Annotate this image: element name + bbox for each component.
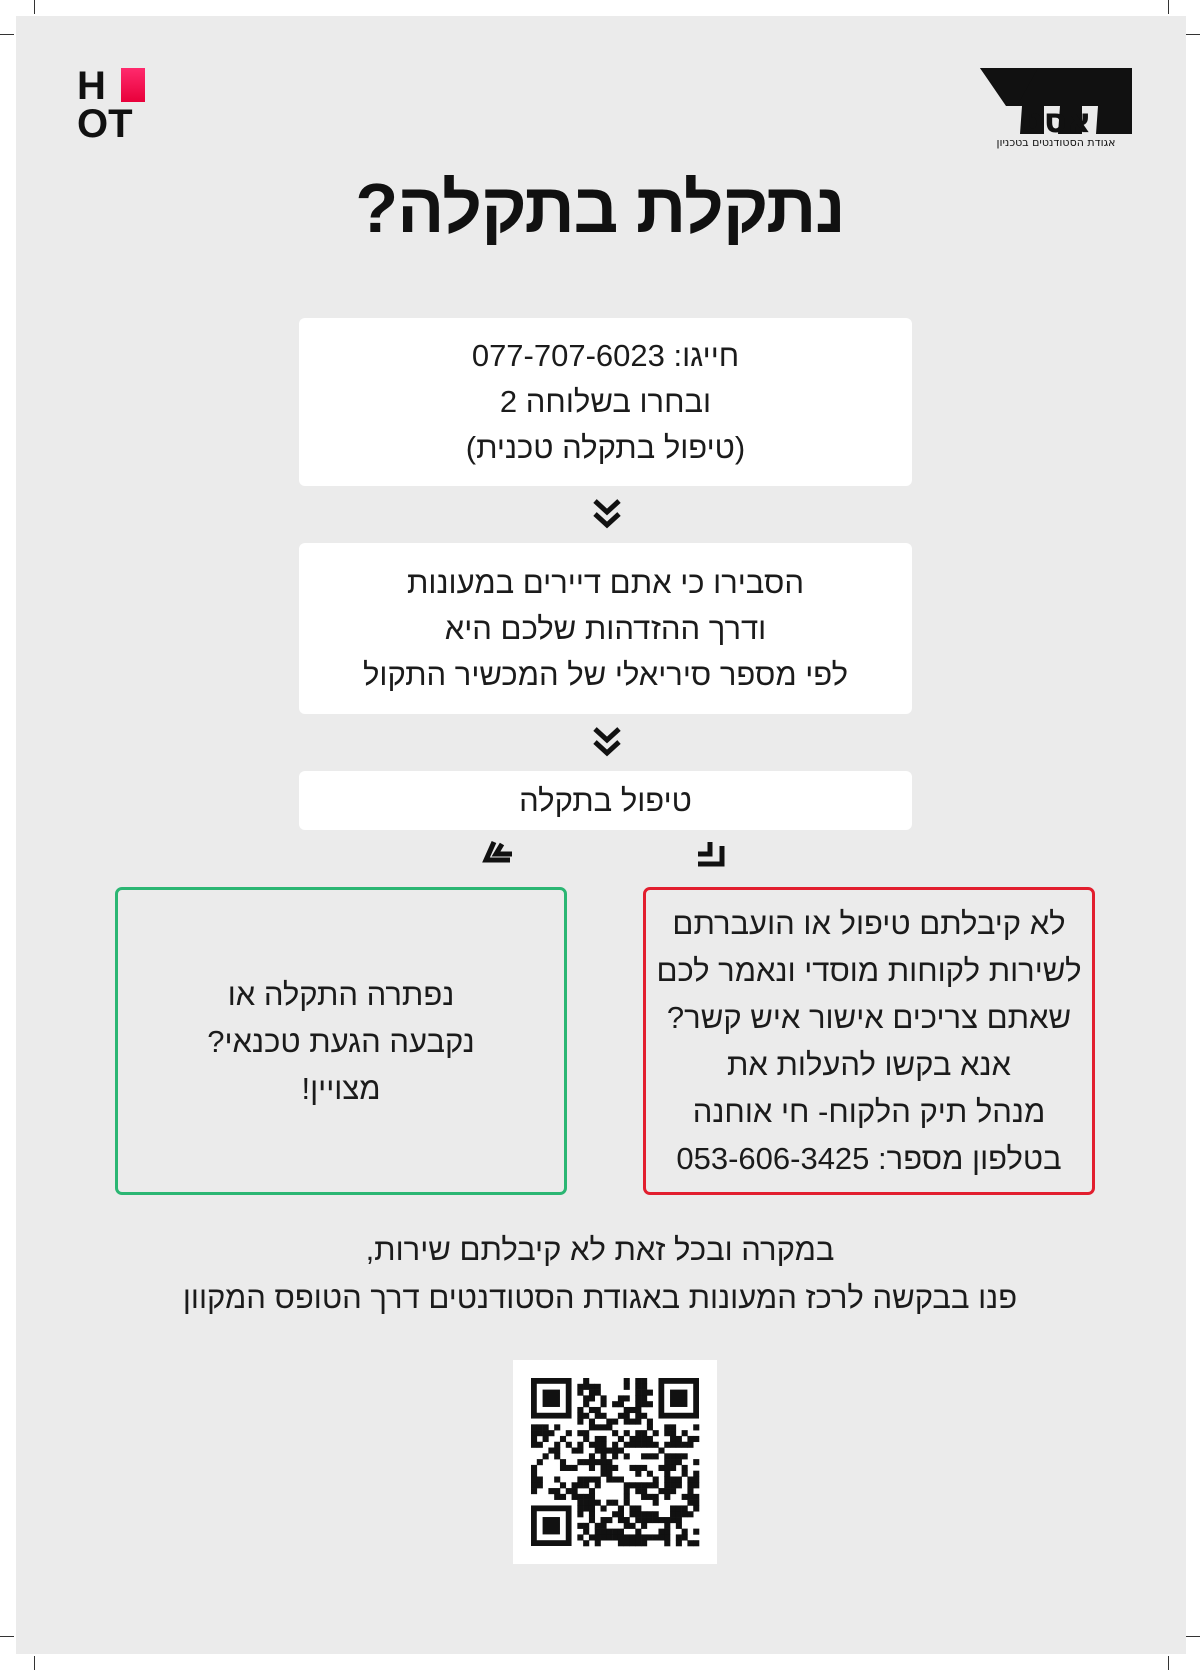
step-call-line: ובחרו בשלוחה 2 — [499, 384, 712, 419]
outcome-failure-line: לא קיבלתם טיפול או הועברתם — [672, 906, 1066, 941]
outcome-failure-line: בטלפון מספר: 053-606-3425 — [676, 1141, 1062, 1176]
page-title: נתקלת בתקלה? — [355, 169, 845, 247]
qr-code[interactable] — [513, 1360, 717, 1564]
outcome-success-line: נפתרה התקלה או — [227, 976, 455, 1012]
corner-arrow-down-left-icon — [480, 840, 516, 872]
crop-mark — [0, 1636, 14, 1637]
double-chevron-down-icon — [592, 498, 622, 530]
crop-mark — [1186, 34, 1200, 35]
footer-line: פנו בבקשה לרכז המעונות באגודת הסטודנטים דרך הטופס המקוון — [182, 1280, 1018, 1315]
outcome-failure-line: לשירות לקוחות מוסדי ונאמר לכם — [656, 953, 1082, 988]
step-explain-line: ודרך ההזדהות שלכם היא — [444, 610, 767, 646]
crop-mark — [1168, 1656, 1169, 1670]
step-explain-box — [299, 543, 912, 714]
qr-code-image — [513, 1360, 717, 1564]
outcome-failure-line: שאתם צריכים אישור איש קשר? — [666, 1000, 1072, 1035]
outcome-failure-box — [643, 887, 1095, 1195]
asat-logo-caption: אגודת הסטודנטים בטכניון — [996, 136, 1116, 149]
crop-mark — [34, 1656, 35, 1670]
hot-logo-accent — [121, 68, 145, 102]
crop-mark — [0, 34, 14, 35]
crop-mark — [1168, 0, 1169, 14]
step-explain-line: לפי מספר סיריאלי של המכשיר התקול — [362, 656, 849, 692]
asat-logo-letters: אסט — [1020, 101, 1092, 141]
double-chevron-down-icon — [592, 726, 622, 758]
hot-logo: H OT — [77, 68, 147, 143]
step-explain-line: הסבירו כי אתם דיירים במעונות — [406, 564, 805, 600]
step-call-line: חייגו: 077-707-6023 — [471, 338, 740, 373]
step-call-box — [299, 318, 912, 486]
crop-mark — [34, 0, 35, 14]
footer-line: במקרה ובכל זאת לא קיבלתם שירות, — [365, 1232, 835, 1267]
outcome-success-box — [115, 887, 567, 1195]
footer-note — [0, 1226, 1200, 1322]
asat-logo — [978, 66, 1134, 150]
outcome-failure-line: מנהל תיק הלקוח- חי אוחנה — [692, 1094, 1046, 1129]
corner-arrow-down-right-icon — [694, 840, 730, 872]
outcome-success-line: מצויין! — [301, 1070, 381, 1106]
step-treatment-box — [299, 771, 912, 830]
step-call-line: (טיפול בתקלה טכנית) — [465, 430, 746, 465]
step-treatment-label: טיפול בתקלה — [519, 782, 692, 818]
crop-mark — [1186, 1636, 1200, 1637]
outcome-success-line: נקבעה הגעת טכנאי? — [207, 1023, 475, 1059]
outcome-failure-line: אנא בקשו להעלות את — [727, 1047, 1011, 1082]
